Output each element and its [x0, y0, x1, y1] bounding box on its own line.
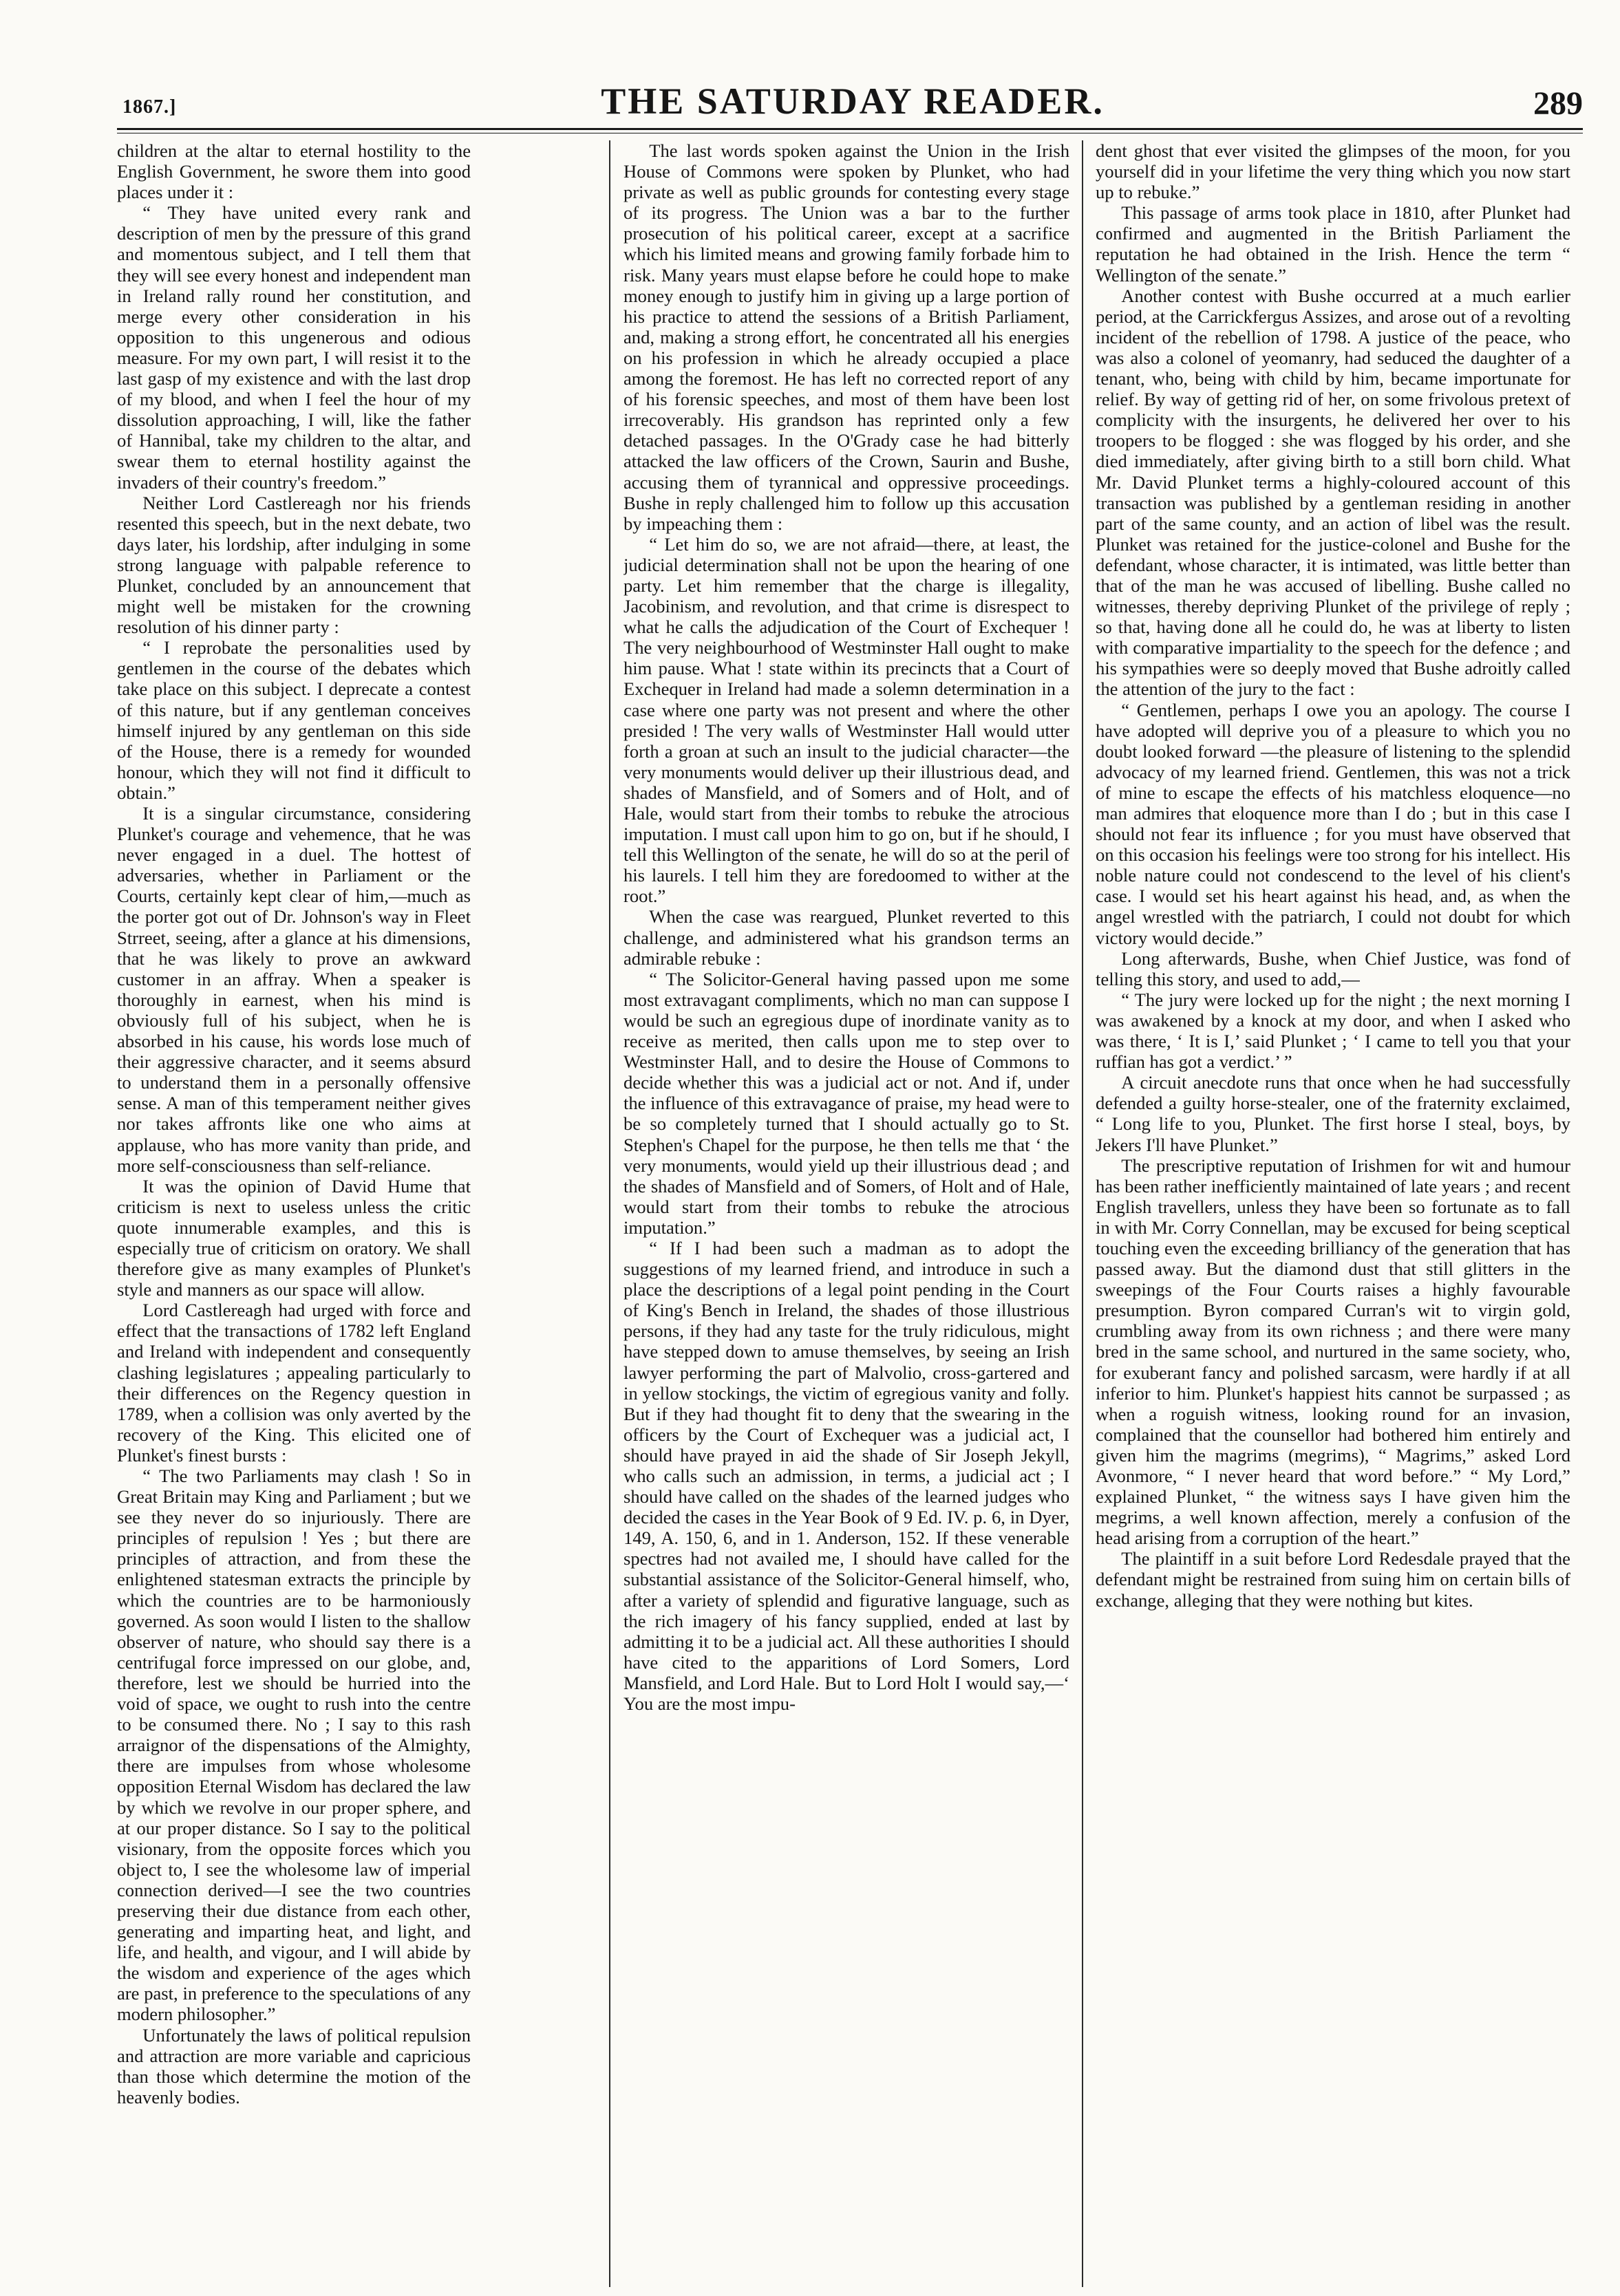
paragraph: When the case was reargued, Plunket reverted to this challenge, and administered what his grandson terms an admirable rebuke : — [624, 906, 1069, 969]
paragraph: children at the altar to eternal hostility to the English Government, he swore them into good places under it : — [117, 140, 471, 203]
paragraph: Unfortunately the laws of political repulsion and attraction are more variable and capricious than those which determine the motion of the heavenly bodies. — [117, 2024, 471, 2107]
page-header — [122, 74, 1583, 122]
quotation: “ The Solicitor-General having passed upon me some most extravagant compliments, which no man can suppose I would be such an egregious dupe of inordinate vanity as to receive as merited, then calls upon me to step over to Westminster Hall, and to desire the House of Commons to decide whether this was a judicial act or not. And if, under the influence of this extravagance of praise, my head were to be so completely turned that I should actually go to St. Stephen's Chapel for the purpose, he then tells me that ‘ the very monuments, would yield up their illustrious dead ; and the shades of Mansfield and of Somers, of Holt and of Hale, would start from their tombs to rebuke the atrocious imputation.” — [624, 968, 1069, 1238]
column-3 — [1096, 140, 1570, 2287]
paragraph: Long afterwards, Bushe, when Chief Justice, was fond of telling this story, and used to add,— — [1096, 947, 1570, 989]
paragraph: Neither Lord Castlereagh nor his friends resented this speech, but in the next debate, two days later, his lordship, after indulging in some strong language with palpable reference to Plunket, concluded by an announcement that might well be mistaken for the crowning resolution of his dinner party : — [117, 492, 471, 638]
masthead-title: THE SATURDAY READER. — [601, 81, 1105, 122]
column-2 — [624, 140, 1069, 2287]
issue-year: 1867.] — [122, 96, 177, 118]
paragraph: A circuit anecdote runs that once when he had successfully defended a guilty horse-stealer, one of the fraternity exclaimed, “ Long life to you, Plunket. The first horse I steal, boys, by Jekers I'll have Plunket.” — [1096, 1072, 1570, 1155]
quotation: “ Gentlemen, perhaps I owe you an apology. The course I have adopted will deprive you of a pleasure to which you no doubt looked forward —the pleasure of listening to the splendid advocacy of my learned friend. Gentlemen, this was not a trick of mine to escape the effects of his matchless eloquence—no man admires that eloquence more than I do ; but in this case I should not fear its influence ; for you must have observed that on this occasion his feelings were too strong for his intellect. His noble nature could not condescend to the level of his client's case. I would set his heart against his head, and, as when the angel wrestled with the patriarch, I could not doubt for which victory would decide.” — [1096, 699, 1570, 948]
quotation: dent ghost that ever visited the glimpses of the moon, for you yourself did in your lifetime the very thing which you now start up to rebuke.” — [1096, 140, 1570, 203]
header-rule — [117, 128, 1583, 130]
paragraph: It was the opinion of David Hume that criticism is next to useless unless the critic quote innumerable examples, and this is especially true of criticism on oratory. We shall therefore give as many examples of Plunket's style and manners as our space will allow. — [117, 1175, 471, 1300]
paragraph: This passage of arms took place in 1810, after Plunket had confirmed and augmented in the British Parliament the reputation he had obtained in the Irish. Hence the term “ Wellington of the senate.” — [1096, 202, 1570, 286]
paragraph: The prescriptive reputation of Irishmen for wit and humour has been rather inefficiently maintained of late years ; and recent English travellers, unless they have been so fortunate as to fall in with Mr. Corry Connellan, may be excused for being sceptical touching even the exceeding brilliancy of the generation that has passed away. But the diamond dust that still glitters in the sweepings of the Four Courts raises a highly favourable presumption. Byron compared Curran's wit to virgin gold, crumbling away from its own richness ; and there were many bred in the same school, and nurtured in the same society, who, for exuberant fancy and polished sarcasm, were hardly if at all inferior to him. Plunket's happiest hits cannot be surpassed ; as when a roguish witness, looking round for an invasion, complained that the counsellor had bothered him entirely and given him the magrims (megrims), “ Magrims,” asked Lord Avonmore, “ I never heard that word before.” “ My Lord,” explained Plunket, “ the witness says I have given him the megrims, a well known affection, merely a confusion of the head arising from a corruption of the heart.” — [1096, 1155, 1570, 1549]
quotation: “ If I had been such a madman as to adopt the suggestions of my learned friend, and introduce in such a place the descriptions of a legal point pending in the Court of King's Bench in Ireland, the shades of those illustrious persons, if they had any taste for the truly ridiculous, might have stepped down to amuse themselves, by seeing an Irish lawyer performing the part of Malvolio, cross-gartered and in yellow stockings, the victim of egregious vanity and folly. But if they had thought fit to deny that the swearing in the officers by the Court of Exchequer was a judicial act, I should have prayed in aid the shade of Sir Joseph Jekyll, who calls such an admission, in terms, a judicial act ; I should have called on the shades of the learned judges who decided the cases in the Year Book of 9 Ed. IV. p. 6, in Dyer, 149, A. 150, 6, and in 1. Anderson, 152. If these venerable spectres had not availed me, I should have called for the substantial assistance of the Solicitor-General himself, who, after a variety of splendid and figurative language, such as the rich imagery of his fancy supplied, ended at last by admitting it to be a judicial act. All these authorities I should have cited to the apparitions of Lord Somers, Lord Mansfield, and Lord Hale. But to Lord Holt I would say,—‘ You are the most impu- — [624, 1237, 1069, 1715]
paragraph: It is a singular circumstance, considering Plunket's courage and vehemence, that he was never engaged in a duel. The hottest of adversaries, whether in Parliament or the Courts, certainly kept clear of him,—much as the porter got out of Dr. Johnson's way in Fleet Strreet, seeing, after a glance at his dimensions, that he was likely to prove an awkward customer in an affray. When a speaker is thoroughly in earnest, when his mind is obviously full of his subject, when he is absorbed in his cause, his words lose much of their aggressive character, and it seems absurd to understand them in a personally offensive sense. A man of this temperament neither gives nor takes affronts like one who aims at applause, who has more vanity than pride, and more self-consciousness than self-reliance. — [117, 803, 471, 1176]
quotation: “ I reprobate the personalities used by gentlemen in the course of the debates which take place on this subject. I deprecate a contest of this nature, but if any gentleman conceives himself injured by any gentleman on this side of the House, there is a remedy for wounded honour, which they will not find it difficult to obtain.” — [117, 637, 471, 803]
quotation: “ The two Parliaments may clash ! So in Great Britain may King and Parliament ; but we see they never do so injuriously. There are principles of repulsion ! Yes ; but there are principles of attraction, and from these the enlightened statesman extracts the principle by which the countries are to be harmoniously governed. As soon would I listen to the shallow observer of nature, who should say there is a centrifugal force impressed on our globe, and, therefore, lest we should be hurried into the void of space, we ought to rush into the centre to be consumed there. No ; I say to this rash arraignor of the dispensations of the Almighty, there are impulses from whose wholesome opposition Eternal Wisdom has declared the law by which we revolve in our proper sphere, and at our proper distance. So I say to the political visionary, from the opposite forces which you object to, I see the wholesome law of imperial connection derived—I see the two countries preserving their due distance from each other, generating and imparting heat, and light, and life, and health, and vigour, and I will abide by the wisdom and experience of the ages which are past, in preference to the speculations of any modern philosopher.” — [117, 1466, 471, 2025]
paragraph: The last words spoken against the Union in the Irish House of Commons were spoken by Plunket, who had private as well as public grounds for contesting every stage of its progress. The Union was a bar to the further prosecution of his political career, except at a sacrifice which his limited means and growing family forbade him to risk. Many years must elapse before he could hope to make money enough to justify him in giving up a large portion of his practice to attend the sessions of a British Parliament, and, making a strong effort, he concentrated all his energies on his profession in which he already occupied a place among the foremost. He has left no corrected report of any of his forensic speeches, and most of them have been lost irrecoverably. His grandson has reprinted only a few detached passages. In the O'Grady case he had bitterly attacked the law officers of the Crown, Saurin and Bushe, accusing them of tyrannical and oppressive proceedings. Bushe in reply challenged him to follow up this accusation by impeaching them : — [624, 140, 1069, 534]
column-divider — [1082, 140, 1083, 2287]
page-number: 289 — [1533, 85, 1583, 122]
quotation: “ They have united every rank and description of men by the pressure of this grand and momentous subject, and I tell them that they will see every honest and independent man in Ireland rally round her constitution, and merge every other consideration in his opposition to this ungenerous and odious measure. For my own part, I will resist it to the last gasp of my existence and with the last drop of my blood, and when I feel the hour of my dissolution approaching, I will, like the father of Hannibal, take my children to the altar, and swear them to eternal hostility against the invaders of their country's freedom.” — [117, 202, 471, 493]
column-divider — [609, 140, 610, 2287]
paragraph: Another contest with Bushe occurred at a much earlier period, at the Carrickfergus Assizes, and arose out of a revolting incident of the rebellion of 1798. A justice of the peace, who was also a colonel of yeomanry, had seduced the daughter of a tenant, who, being with child by him, became importunate for relief. By way of getting rid of her, on some frivolous pretext of complicity with the insurgents, he delivered her over to his troopers to be flogged : she was flogged by his order, and she died immediately, after giving birth to a still born child. What Mr. David Plunket terms a highly-coloured account of this transaction was published by a gentleman residing in another part of the same county, and an action of libel was the result. Plunket was retained for the justice-colonel and Bushe for the defendant, whose character, it is intimated, was little better than that of the man he was accused of libelling. Bushe called no witnesses, thereby depriving Plunket of the privilege of reply ; so that, having done all he could do, he was at liberty to listen with comparative impartiality to the speech for the defence ; and his sympathies were so deeply moved that Bushe adroitly called the attention of the jury to the fact : — [1096, 285, 1570, 700]
quotation: “ The jury were locked up for the night ; the next morning I was awakened by a knock at my door, and when I asked who was there, ‘ It is I,’ said Plunket ; ‘ I came to tell you that your ruffian has got a verdict.’ ” — [1096, 989, 1570, 1073]
column-1 — [117, 140, 471, 2287]
paragraph: Lord Castlereagh had urged with force and effect that the transactions of 1782 left England and Ireland with independent and consequently clashing legislatures ; appealing particularly to their differences on the Regency question in 1789, when a collision was only averted by the recovery of the King. This elicited one of Plunket's finest bursts : — [117, 1300, 471, 1466]
quotation: “ Let him do so, we are not afraid—there, at least, the judicial determination shall not be upon the hearing of one party. Let him remember that the charge is illegality, Jacobinism, and revolution, and that crime is disrespect to what he calls the adjudication of the Court of Exchequer ! The very neighbourhood of Westminster Hall ought to make him pause. What ! state within its precincts that a Court of Exchequer in Ireland had made a solemn determination in a case where one party was not present and where the other presided ! The very walls of Westminster Hall would utter forth a groan at such an insult to the judicial character—the very monuments would deliver up their illustrious dead, and shades of Mansfield, and of Somers and of Holt, and of Hale, would start from their tombs to rebuke the atrocious imputation. I must call upon him to go on, but if he should, I tell this Wellington of the senate, he will do so at the peril of his laurels. I tell him they are foredoomed to wither at the root.” — [624, 533, 1069, 907]
paragraph: The plaintiff in a suit before Lord Redesdale prayed that the defendant might be restrained from suing him on certain bills of exchange, alleging that they were nothing but kites. — [1096, 1548, 1570, 1611]
